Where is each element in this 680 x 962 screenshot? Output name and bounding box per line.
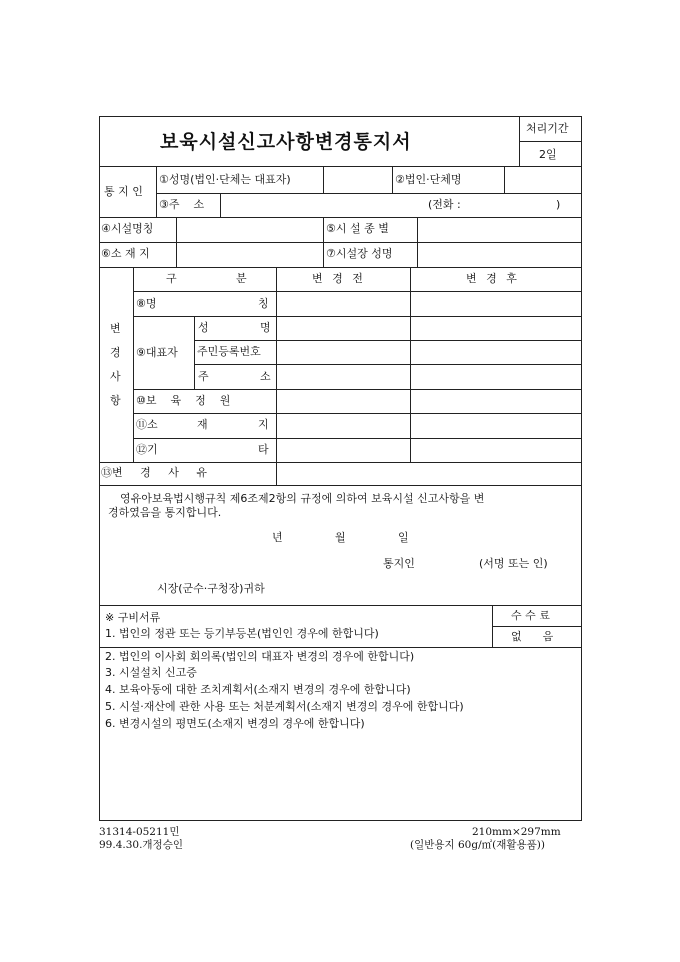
change-location-2: 재 — [197, 418, 208, 431]
row-line — [133, 389, 582, 390]
change-header-category-2: 분 — [236, 272, 247, 285]
fee-label: 수 수 료 — [511, 609, 550, 622]
document-item: 6. 변경시설의 평면도(소재지 변경의 경우에 한합니다) — [105, 717, 365, 730]
row-line — [133, 316, 582, 317]
fee-value: 없 음 — [511, 630, 554, 643]
processing-divider — [519, 141, 582, 142]
row-line — [99, 242, 582, 243]
paper-size: 210mm×297mm — [472, 826, 561, 838]
paper-type: (일반용지 60g/㎡(재활용품)) — [410, 839, 545, 851]
col-line — [156, 166, 157, 217]
documents-title: ※ 구비서류 — [105, 611, 161, 624]
change-rep-label: ⑨대표자 — [136, 346, 178, 359]
change-capacity-label: ⑩보 육 정 원 — [136, 394, 231, 407]
addressee: 시장(군수·구청장)귀하 — [157, 582, 265, 595]
change-header-after: 변 경 후 — [466, 272, 520, 285]
declaration-line-1: 영유아보육법시행규칙 제6조제2항의 규정에 의하여 보육시설 신고사항을 변 — [120, 492, 485, 505]
form-code: 31314-05211민 — [99, 826, 180, 838]
col-line — [504, 166, 505, 193]
row-line — [194, 364, 582, 365]
signature-label: (서명 또는 인) — [479, 557, 548, 570]
change-rep-addr-2: 소 — [260, 370, 271, 383]
document-item: 1. 법인의 정관 또는 등기부등본(법인인 경우에 한합니다) — [105, 627, 379, 640]
change-other-2: 타 — [258, 443, 269, 456]
date-day: 일 — [398, 531, 409, 544]
processing-label: 처리기간 — [526, 122, 569, 135]
document-item: 2. 법인의 이사회 회의록(법인의 대표자 변경의 경우에 한합니다) — [105, 650, 415, 663]
col-line — [176, 217, 177, 267]
change-header-category-1: 구 — [166, 272, 177, 285]
document-item: 5. 시설·재산에 관한 사용 또는 처분계획서(소재지 변경의 경우에 한합니다) — [105, 700, 464, 713]
phone-label: (전화 : — [428, 198, 461, 211]
declaration-line-2: 경하였음을 통지합니다. — [108, 506, 222, 519]
row-line — [99, 647, 582, 648]
row-line — [133, 413, 582, 414]
change-location-1: ⑪소 — [136, 418, 158, 431]
row-line — [194, 340, 582, 341]
date-month: 월 — [335, 531, 346, 544]
change-rep-addr-1: 주 — [198, 370, 209, 383]
col-line — [392, 166, 393, 193]
col-line — [133, 267, 134, 462]
declaration-notifier: 통지인 — [383, 557, 415, 570]
date-year: 년 — [272, 531, 283, 544]
change-location-3: 지 — [258, 418, 269, 431]
row-line — [99, 267, 582, 268]
facility-head-label: ⑦시설장 성명 — [326, 247, 393, 260]
notifier-label: 통 지 인 — [104, 185, 143, 198]
processing-value: 2일 — [539, 148, 557, 161]
phone-close: ) — [556, 198, 561, 211]
change-name-label-2: 칭 — [258, 297, 269, 310]
change-header-before: 변 경 전 — [312, 272, 366, 285]
row-line — [133, 291, 582, 292]
col-line — [220, 193, 221, 217]
change-rep-id: 주민등록번호 — [197, 345, 261, 358]
document-item: 3. 시설설치 신고증 — [105, 666, 197, 679]
row-line — [99, 605, 582, 606]
col-line — [323, 166, 324, 193]
col-line — [194, 316, 195, 389]
change-name-label-1: ⑧명 — [136, 297, 157, 310]
facility-location-label: ⑥소 재 지 — [101, 247, 150, 260]
form-title: 보육시설신고사항변경통지서 — [160, 131, 412, 153]
col-line — [417, 217, 418, 267]
col-line — [276, 267, 277, 485]
change-other-1: ⑫기 — [136, 443, 158, 456]
row-line — [99, 462, 582, 463]
change-side-label-2: 경 — [110, 346, 121, 359]
facility-type-label: ⑤시 설 종 별 — [326, 222, 389, 235]
change-rep-name-2: 명 — [260, 321, 271, 334]
approval-date: 99.4.30.개정승인 — [99, 839, 183, 851]
row-line — [99, 485, 582, 486]
address-label: ③주 소 — [159, 198, 205, 211]
col-line — [323, 217, 324, 267]
org-name-label: ②법인·단체명 — [395, 173, 462, 186]
change-reason-label: ⑬변 경 사 유 — [101, 466, 207, 479]
change-rep-name-1: 성 — [198, 321, 209, 334]
facility-name-label: ④시설명칭 — [101, 222, 154, 235]
col-line — [410, 267, 411, 462]
row-line — [99, 217, 582, 218]
name-label: ①성명(법인·단체는 대표자) — [159, 173, 291, 186]
row-line — [133, 438, 582, 439]
row-line — [99, 166, 582, 167]
change-side-label-3: 사 — [110, 370, 121, 383]
document-item: 4. 보육아동에 대한 조치계획서(소재지 변경의 경우에 한합니다) — [105, 683, 411, 696]
change-side-label-4: 항 — [110, 394, 121, 407]
row-line — [492, 626, 582, 627]
change-side-label-1: 변 — [110, 322, 121, 335]
col-line — [492, 605, 493, 647]
